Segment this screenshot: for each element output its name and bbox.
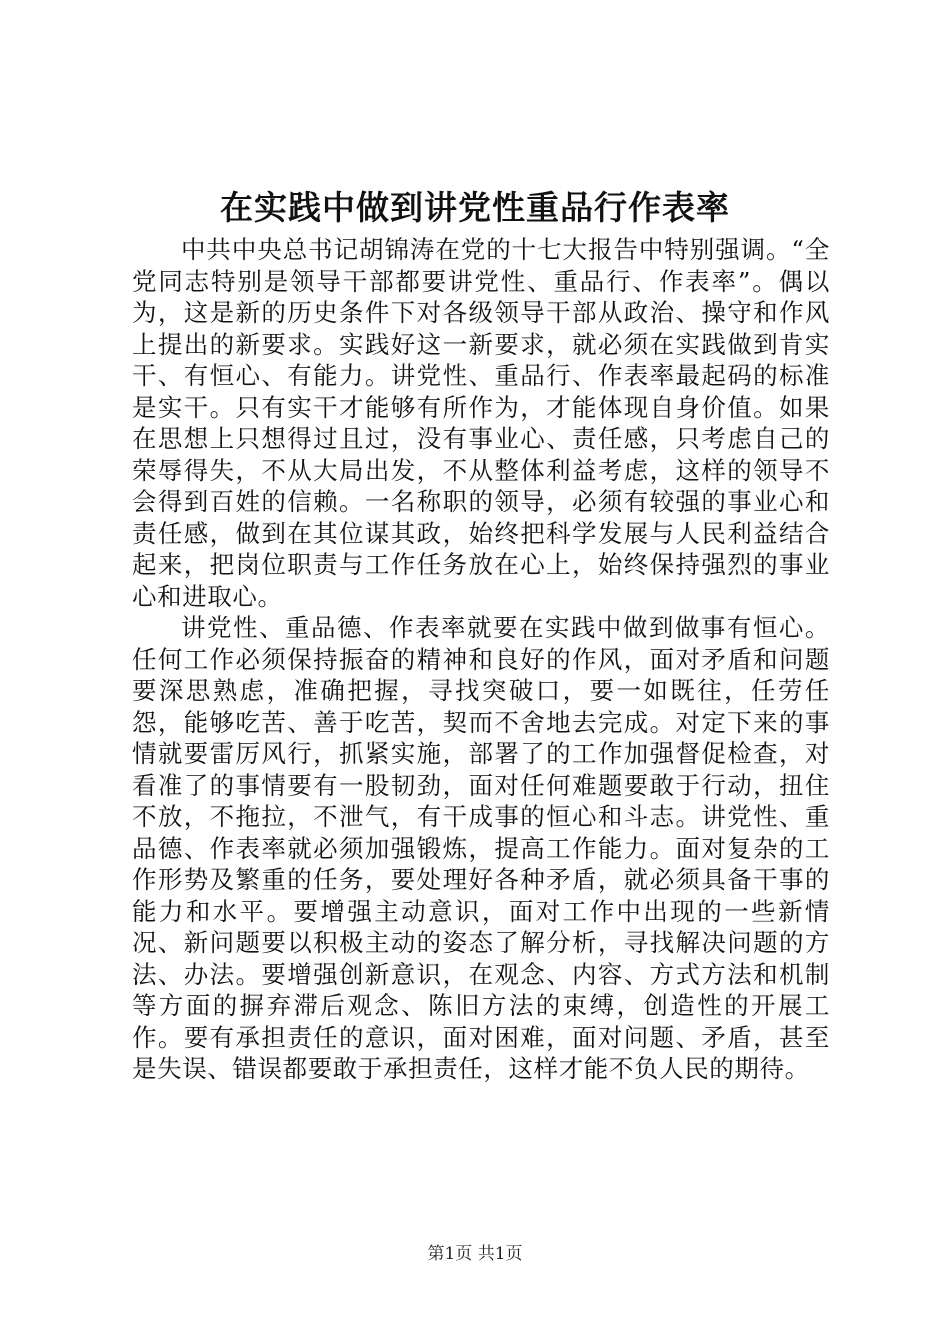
page-footer: 第1页 共1页 <box>427 1244 523 1264</box>
document-title: 在实践中做到讲党性重品行作表率 <box>220 188 730 227</box>
body-paragraph-1: 中共中央总书记胡锦涛在党的十七大报告中特别强调。“全党同志特别是领导干部都要讲党性、重品行、作表率”。偶以为，这是新的历史条件下对各级领导干部从政治、操守和作风上提出的新要求。实践好这一新要求，就必须在实践做到肯实干、有恒心、有能力。讲党性、重品行、作表率最起码的标准是实干。只有实干才能够有所作为，才能体现自身价值。如果在思想上只想得过且过，没有事业心、责任感，只考虑自己的荣辱得失，不从大局出发，不从整体利益考虑，这样的领导不会得到百姓的信赖。一名称职的领导，必须有较强的事业心和责任感，做到在其位谋其政，始终把科学发展与人民利益结合起来，把岗位职责与工作任务放在心上，始终保持强烈的事业心和进取心。 <box>132 235 830 611</box>
document-body <box>132 234 830 1085</box>
body-paragraph-2: 讲党性、重品德、作表率就要在实践中做到做事有恒心。任何工作必须保持振奋的精神和良好的作风，面对矛盾和问题要深思熟虑，准确把握，寻找突破口，要一如既往，任劳任怨，能够吃苦、善于吃苦，契而不舍地去完成。对定下来的事情就要雷厉风行，抓紧实施，部署了的工作加强督促检查，对看准了的事情要有一股韧劲，面对任何难题要敢于行动，扭住不放，不拖拉，不泄气，有干成事的恒心和斗志。讲党性、重品德、作表率就必须加强锻炼，提高工作能力。面对复杂的工作形势及繁重的任务，要处理好各种矛盾，就必须具备干事的能力和水平。要增强主动意识，面对工作中出现的一些新情况、新问题要以积极主动的姿态了解分析，寻找解决问题的方法、办法。要增强创新意识，在观念、内容、方式方法和机制等方面的摒弃滞后观念、陈旧方法的束缚，创造性的开展工作。要有承担责任的意识，面对困难，面对问题、矛盾，甚至是失误、错误都要敢于承担责任，这样才能不负人民的期待。 <box>132 613 830 1083</box>
